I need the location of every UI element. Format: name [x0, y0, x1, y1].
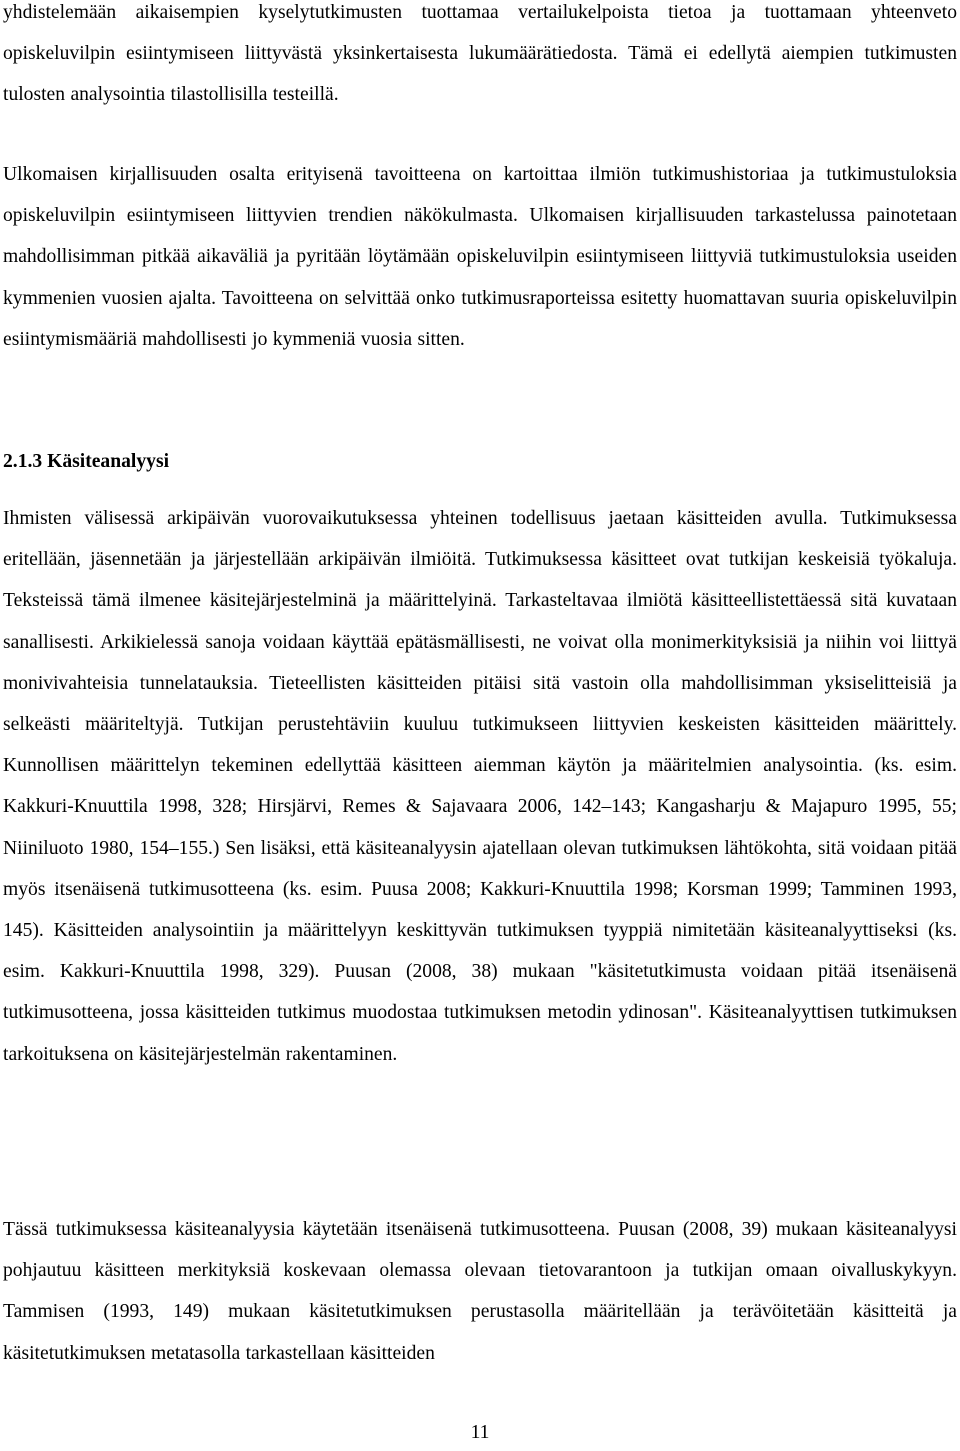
page-number: 11 — [470, 1422, 490, 1443]
paragraph-concept-analysis: Ihmisten välisessä arkipäivän vuorovaikutuksessa yhteinen todellisuus jaetaan käsitteiden avulla. Tutkimuksessa eritellään, jäsennetään ja järjestellään arkipäivän ilmiöitä. Tutkimuksessa käsitteet ovat tutkijan keskeisiä työkaluja. Teksteissä tämä ilmenee käsitejärjestelminä ja määrittelyinä. Tarkasteltavaa ilmiötä käsitteellistettäessä sitä kuvataan sanallisesti. Arkikielessä sanoja voidaan käyttää epätäsmällisesti, ne voivat olla monimerkityksisiä ja niihin voi liittyä monivivahteisia tunnelatauksia. Tieteellisten käsitteiden pitäisi sitä vastoin olla mahdollisimman yksiselitteisiä ja selkeästi määriteltyjä. Tutkijan perustehtäviin kuuluu tutkimukseen liittyvien keskeisten käsitteiden määrittely. Kunnollisen määrittelyn tekeminen edellyttää käsitteen aiemman käytön ja määritelmien analysointia. (ks. esim. Kakkuri-Knuuttila 1998, 328; Hirsjärvi, Remes & Sajavaara 2006, 142–143; Kangasharju & Majapuro 1995, 55; Niiniluoto 1980, 154–155.) Sen lisäksi, että käsiteanalyysin ajatellaan olevan tutkimuksen lähtökohta, sitä voidaan pitää myös itsenäisenä tutkimusotteena (ks. esim. Puusa 2008; Kakkuri-Knuuttila 1998; Korsman 1999; Tamminen 1993, 145). Käsitteiden analysointiin ja määrittelyyn keskittyvän tutkimuksen tyyppiä nimitetään käsiteanalyyttiseksi (ks. esim. Kakkuri-Knuuttila 1998, 329). Puusan (2008, 38) mukaan "käsitetutkimusta voidaan pitää itsenäisenä tutkimusotteena, jossa käsitteiden tutkimus muodostaa tutkimuksen metodin ydinosan". Käsiteanalyyttisen tutkimuksen tarkoituksena on käsitejärjestelmän rakentaminen. — [3, 508, 957, 1065]
paragraph-study-approach: Tässä tutkimuksessa käsiteanalyysia käytetään itsenäisenä tutkimusotteena. Puusan (2008, 39) mukaan käsiteanalyysi pohjautuu käsitteen merkityksiä koskevaan olemassa olevaan tietovarantoon ja tutkijan omaan oivalluskykyyn. Tammisen (1993, 149) mukaan käsitetutkimuksen perustasolla määritellään ja terävöitetään käsitteitä ja käsitetutkimuksen metatasolla tarkastellaan käsitteiden — [3, 1219, 957, 1364]
paragraph-foreign-literature: Ulkomaisen kirjallisuuden osalta erityisenä tavoitteena on kartoittaa ilmiön tutkimushistoriaa ja tutkimustuloksia opiskeluvilpin esiintymiseen liittyvien trendien näkökulmasta. Ulkomaisen kirjallisuuden tarkastelussa painotetaan mahdollisimman pitkää aikaväliä ja pyritään löytämään opiskeluvilpin esiintymiseen liittyviä tutkimustuloksia useiden kymmenien vuosien ajalta. Tavoitteena on selvittää onko tutkimusraporteissa esitetty huomattavan suuria opiskeluvilpin esiintymismääriä mahdollisesti jo kymmeniä vuosia sitten. — [3, 164, 957, 350]
section-heading: 2.1.3 Käsiteanalyysi — [3, 451, 170, 472]
paragraph-intro-continuation: yhdistelemään aikaisempien kyselytutkimusten tuottamaa vertailukelpoista tietoa ja tuottamaan yhteenveto opiskeluvilpin esiintymiseen liittyvästä yksinkertaisesta lukumäärätiedosta. Tämä ei edellytä aiempien tutkimusten tulosten analysointia tilastollisilla testeillä. — [3, 2, 957, 106]
